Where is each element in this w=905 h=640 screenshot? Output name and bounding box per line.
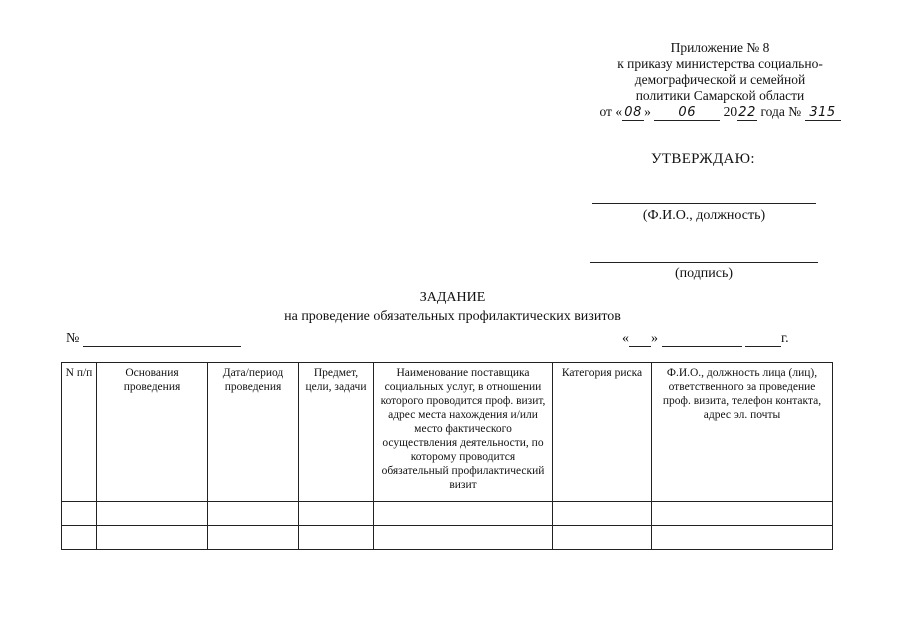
- number-field: [66, 331, 241, 347]
- year-prefix: 20: [723, 104, 738, 119]
- appendix-date-line: [560, 104, 880, 121]
- header-number: N п/п: [62, 363, 97, 502]
- signature-caption: (подпись): [674, 266, 734, 281]
- date-day: 08: [622, 106, 644, 121]
- table-row: [62, 526, 833, 550]
- table-cell[interactable]: [62, 526, 97, 550]
- appendix-title: Приложение № 8: [670, 40, 770, 55]
- fio-caption: (Ф.И.О., должность): [642, 208, 766, 223]
- table-cell[interactable]: [299, 526, 374, 550]
- fio-line: [592, 203, 816, 204]
- table-cell[interactable]: [553, 502, 652, 526]
- date-month-blank: [662, 333, 742, 347]
- date-sep: »: [644, 104, 651, 119]
- date-month: 06: [654, 106, 720, 121]
- table-cell[interactable]: [374, 502, 553, 526]
- year-label: г.: [781, 331, 789, 346]
- document-subtitle: на проведение обязательных профилактических визитов: [284, 309, 621, 324]
- table-cell[interactable]: [652, 526, 833, 550]
- date-close-quote: »: [651, 331, 658, 346]
- document-title: ЗАДАНИЕ: [419, 290, 486, 305]
- header-risk: Категория риска: [553, 363, 652, 502]
- table-cell[interactable]: [652, 502, 833, 526]
- appendix-order-line: к приказу министерства социально-: [617, 56, 823, 71]
- table-cell[interactable]: [299, 502, 374, 526]
- approve-heading: УТВЕРЖДАЮ:: [651, 151, 755, 167]
- table-cell[interactable]: [97, 526, 208, 550]
- appendix-ministry-line: демографической и семейной: [634, 72, 806, 87]
- table-cell[interactable]: [208, 526, 299, 550]
- header-subject: Предмет, цели, задачи: [299, 363, 374, 502]
- table-row: [62, 502, 833, 526]
- date-open-quote: «: [622, 331, 629, 346]
- order-number: 315: [805, 106, 841, 121]
- year-word: года №: [760, 104, 802, 119]
- header-provider: Наименование поставщика социальных услуг, в отношении которого проводится проф. визит, адрес места нахождения и/или место фактического осуществления деятельности, по которому проводится обязательный профилактический визит: [374, 363, 553, 502]
- table-cell[interactable]: [97, 502, 208, 526]
- visits-table: [61, 362, 833, 550]
- appendix-region-line: политики Самарской области: [635, 88, 805, 103]
- date-year-blank: [745, 333, 781, 347]
- header-responsible: Ф.И.О., должность лица (лиц), ответственного за проведение проф. визита, телефон контакта, адрес эл. почты: [652, 363, 833, 502]
- table-cell[interactable]: [553, 526, 652, 550]
- table-cell[interactable]: [62, 502, 97, 526]
- date-prefix: от «: [599, 104, 623, 119]
- table-cell[interactable]: [374, 526, 553, 550]
- signature-line: [590, 262, 818, 263]
- header-date: Дата/период проведения: [208, 363, 299, 502]
- date-day-blank: [629, 333, 651, 347]
- header-grounds: Основания проведения: [97, 363, 208, 502]
- table-header-row: [62, 363, 833, 502]
- number-label: №: [66, 331, 80, 346]
- number-blank: [83, 333, 241, 347]
- date-field: [622, 331, 789, 347]
- table-cell[interactable]: [208, 502, 299, 526]
- year-suffix: 22: [738, 105, 756, 120]
- appendix-block: [560, 40, 880, 121]
